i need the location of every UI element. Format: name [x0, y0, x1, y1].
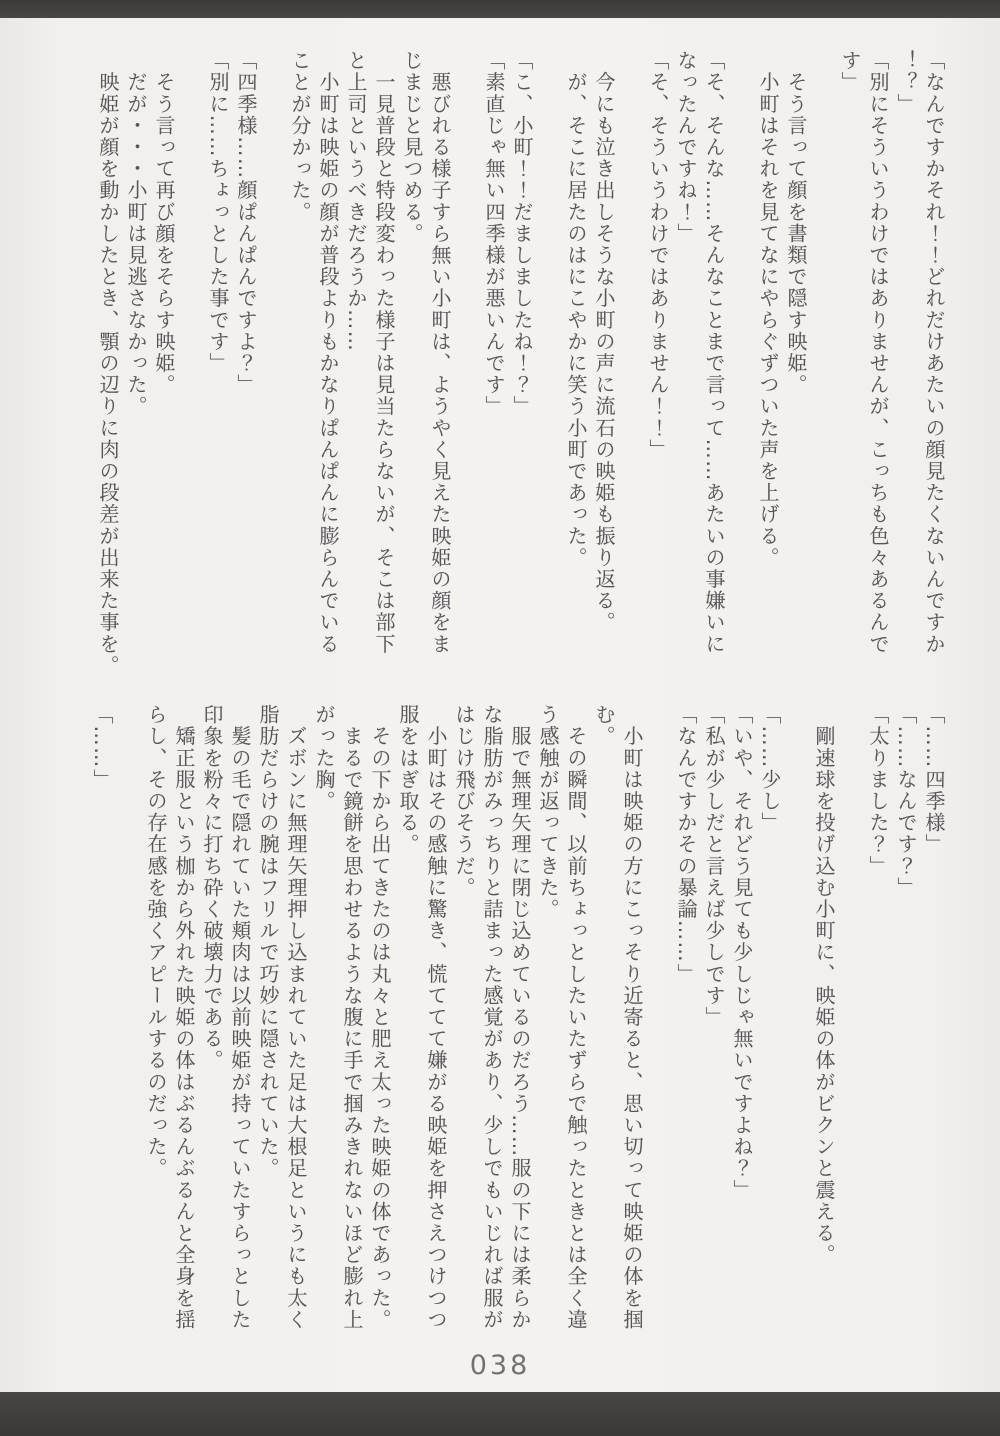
text-column: 髪の毛で隠れていた頬肉は以前映姫が持っていたすらっとした — [228, 704, 252, 1331]
text-column: 「別にそういうわけではありませんが、こっちも色々あるんで — [866, 50, 890, 655]
text-column: 「いや、それどう見ても少しじゃ無いですよね？」 — [730, 704, 754, 1201]
paragraph-group-narration — [286, 50, 454, 698]
text-column: 小町は映姫の顔が普段よりもかなりぱんぱんに膨らんでいる — [316, 50, 340, 655]
paragraph-group-narration — [810, 704, 838, 1374]
text-column: 服で無理矢理に閉じ込めているのだろう……服の下には柔らか — [508, 704, 532, 1331]
paragraph-group-dialogue — [644, 50, 728, 698]
bottom-scan-bar — [0, 1392, 1000, 1436]
text-column: 「そ、そういうわけではありません！！」 — [646, 50, 670, 461]
text-column: と上司というべきだろうか…… — [344, 50, 368, 353]
paragraph-group-dialogue — [864, 704, 948, 1374]
text-column: はじけ飛びそうだ。 — [452, 704, 476, 899]
top-scan-bar — [0, 0, 1000, 18]
text-column: そう言って再び顔をそらす映姫。 — [152, 50, 176, 396]
text-column: じまじと見つめる。 — [400, 50, 424, 245]
text-column: 「素直じゃ無い四季様が悪いんです」 — [482, 50, 506, 418]
text-column: 「なんですかそれ！！どれだけあたいの顔見たくないんですか — [922, 50, 946, 655]
text-column: 「そ、そんな……そんなことまで言って……あたいの事嫌いに — [702, 50, 726, 655]
paragraph-group-dialogue — [672, 704, 784, 1374]
text-column: 「……なんです？」 — [894, 704, 918, 899]
text-column: 「……少し」 — [758, 704, 782, 834]
text-column: 「……四季様」 — [922, 704, 946, 856]
paragraph-group-narration — [94, 50, 178, 698]
paragraph-group-narration — [754, 50, 810, 698]
text-column: 映姫が顔を動かしたとき、顎の辺りに肉の段差が出来た事を。 — [96, 50, 120, 677]
text-column: がった胸。 — [312, 704, 336, 812]
text-column: ズボンに無理矢理押し込まれていた足は大根足というにも太く — [284, 704, 308, 1331]
text-column: 矯正服という枷から外れた映姫の体はぶるんぶるんと全身を揺 — [172, 704, 196, 1331]
text-column: 「なんですかその暴論……」 — [674, 704, 698, 985]
text-column: その下から出てきたのは丸々と肥え太った映姫の体であった。 — [368, 704, 392, 1331]
paragraph-group-dialogue — [204, 50, 260, 698]
text-column: ことが分かった。 — [288, 50, 312, 223]
text-column: す」 — [838, 50, 862, 94]
text-column: 服をはぎ取る。 — [396, 704, 420, 856]
text-column: そう言って顔を書類で隠す映姫。 — [784, 50, 808, 396]
text-block-top — [94, 50, 948, 698]
text-column: 「四季様……顔ぱんぱんですよ？」 — [234, 50, 258, 396]
text-column: が、そこに居たのはにこやかに笑う小町であった。 — [564, 50, 588, 569]
text-column: な脂肪がみっちりと詰まった感覚があり、少しでもいじれば服が — [480, 704, 504, 1331]
text-column: 「太りました？」 — [866, 704, 890, 877]
text-column: 剛速球を投げ込む小町に、映姫の体がビクンと震える。 — [812, 704, 836, 1266]
page-number: 038 — [469, 1350, 531, 1381]
text-column: う感触が返ってきた。 — [536, 704, 560, 920]
text-column: まるで鏡餅を思わせるような腹に手で掴みきれないほど膨れ上 — [340, 704, 364, 1331]
paragraph-group-dialogue — [88, 704, 116, 1374]
text-column: 今にも泣き出しそうな小町の声に流石の映姫も振り返る。 — [592, 50, 616, 634]
text-column: らし、その存在感を強くアピールするのだった。 — [144, 704, 168, 1180]
text-column: ！？」 — [894, 50, 918, 115]
text-column: 脂肪だらけの腕はフリルで巧妙に隠されていた。 — [256, 704, 280, 1180]
text-column: 小町はそれを見てなにやらぐずついた声を上げる。 — [756, 50, 780, 569]
paragraph-group-dialogue — [480, 50, 536, 698]
paragraph-group-dialogue — [836, 50, 948, 698]
text-column: 「こ、小町！！だましましたね！？」 — [510, 50, 534, 418]
text-block-bottom — [88, 704, 948, 1374]
text-column: 小町はその感触に驚き、慌ててて嫌がる映姫を押さえつけつつ — [424, 704, 448, 1331]
text-column: 「……」 — [90, 704, 114, 791]
text-column: む。 — [592, 704, 616, 748]
text-column: なったんですね！」 — [674, 50, 698, 245]
text-column: 印象を粉々に打ち砕く破壊力である。 — [200, 704, 224, 1072]
text-column: 「別に……ちょっとした事です」 — [206, 50, 230, 374]
text-column: 小町は映姫の方にこっそり近寄ると、思い切って映姫の体を掴 — [620, 704, 644, 1331]
text-column: 悪びれる様子すら無い小町は、ようやく見えた映姫の顔をま — [428, 50, 452, 655]
text-column: その瞬間、以前ちょっとしたいたずらで触ったときとは全く違 — [564, 704, 588, 1331]
text-column: 「私が少しだと言えば少しです」 — [702, 704, 726, 1028]
text-column: だが・・・小町は見逃さなかった。 — [124, 50, 148, 418]
paragraph-group-narration — [142, 704, 646, 1374]
text-column: 一見普段と特段変わった様子は見当たらないが、そこは部下 — [372, 50, 396, 655]
paragraph-group-narration — [562, 50, 618, 698]
